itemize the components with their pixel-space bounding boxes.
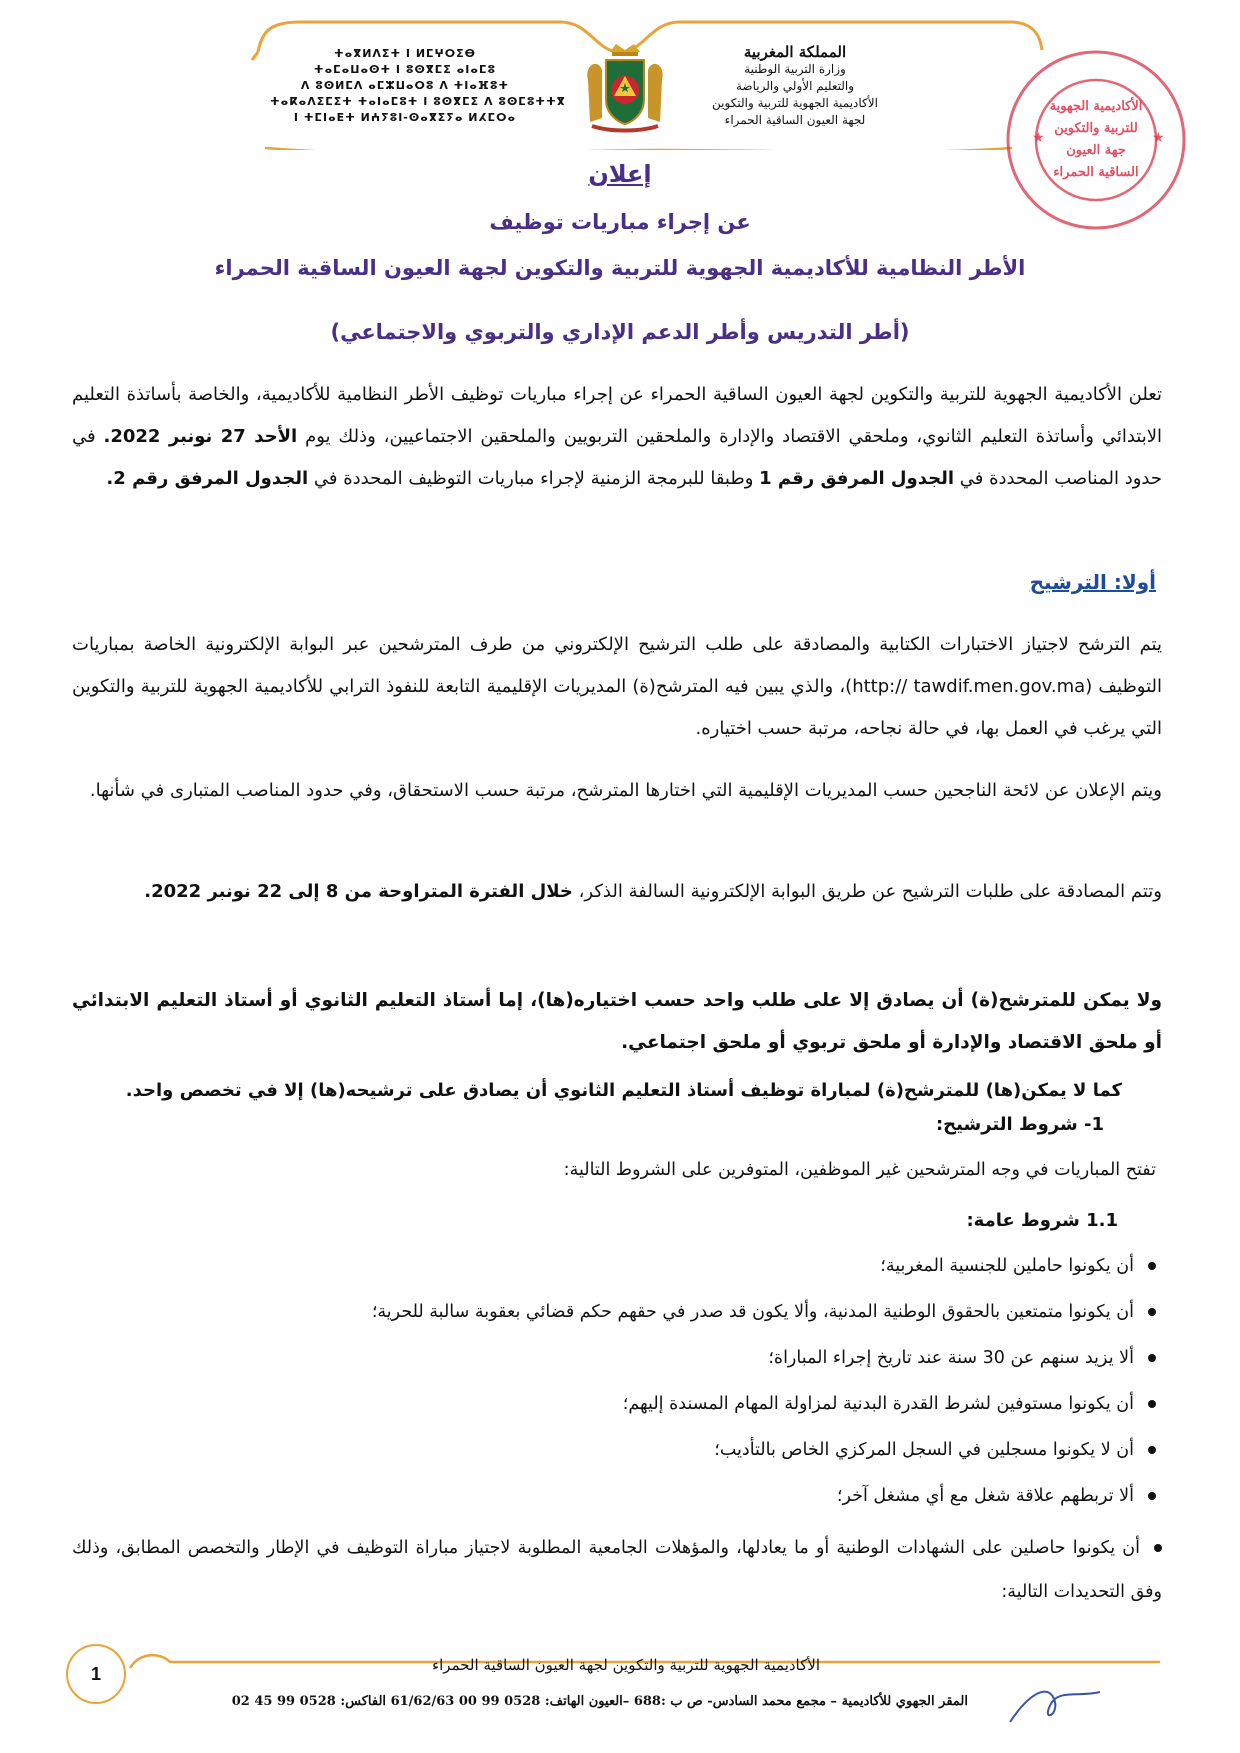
table-ref-1: الجدول المرفق رقم 1	[759, 468, 955, 489]
bullet-icon	[1148, 1262, 1156, 1270]
candidacy-paragraph-1: يتم الترشح لاجتياز الاختبارات الكتابية والمصادقة على طلب الترشيح الإلكتروني من طرف المترشحين عبر البوابة الإلكترونية الخاصة بمباريات التوظيف (http:// tawdif.men.gov.ma)، والذي يبين فيه المترشح(ة) المديريات الإقليمية التابعة للنفوذ الترابي للأكاديمية الجهوية للتربية والتكوين التي يرغب في العمل بها، في حالة نجاحه، مرتبة حسب اختياره.	[72, 634, 1162, 739]
single-specialty-rule: كما لا يمكن(ها) للمترشح(ة) لمباراة توظيف أستاذ التعليم الثانوي أن يصادق على ترشيحه(ها) إلا في تخصص واحد.	[125, 1080, 1122, 1101]
arabic-header-line: المملكة المغربية	[743, 43, 847, 61]
condition-text: ألا تربطهم علاقة شغل مع أي مشغل آخر؛	[836, 1486, 1134, 1506]
tifinagh-line: ⴷ ⵓⵙⵍⵎⴷ ⴰⵎⵣⵡⴰⵔⵓ ⴷ ⵜⵏⴰⴼⵓⵜ	[300, 79, 510, 92]
bullet-icon	[1148, 1308, 1156, 1316]
candidacy-paragraph-2: ويتم الإعلان عن لائحة الناجحين حسب المديريات الإقليمية التي اختارها المترشح، مرتبة حسب الاستحقاق، وفي حدود المناصب المتبارى في شأنها.	[89, 780, 1162, 801]
condition-item	[880, 1256, 1156, 1276]
page-number-badge	[66, 1644, 126, 1704]
condition-text: ألا يزيد سنهم عن 30 سنة عند تاريخ إجراء المباراة؛	[768, 1348, 1134, 1368]
conditions-heading: 1- شروط الترشيح:	[935, 1114, 1104, 1135]
single-application-rule: ولا يمكن للمترشح(ة) أن يصادق إلا على طلب واحد حسب اختياره(ها)، إما أستاذ التعليم الثانوي أو أستاذ التعليم الابتدائي أو ملحق الاقتصاد والإدارة أو ملحق تربوي أو ملحق اجتماعي.	[72, 990, 1162, 1053]
title-line-3: (أطر التدريس وأطر الدعم الإداري والتربوي والاجتماعي)	[330, 320, 910, 344]
condition-item	[714, 1440, 1156, 1460]
bullet-icon	[1148, 1400, 1156, 1408]
signature-icon	[1000, 1672, 1110, 1732]
intro-text: تعلن الأكاديمية الجهوية للتربية والتكوين لجهة العيون الساقية الحمراء عن إجراء مباريات توظيف الأطر النظامية للأكاديمية، والخاصة بأساتذة التعليم الابتدائي وأساتذة التعليم الثانوي، وملحقي الاقتصاد والإدارة والملحقين التربويين والملحقين الاجتماعيين، وذلك يوم	[72, 384, 1162, 447]
candidacy-period: خلال الفترة المتراوحة من 8 إلى 22 نونبر 2022.	[144, 881, 573, 902]
svg-text:★: ★	[1152, 130, 1165, 146]
arabic-header-line: والتعليم الأولي والرياضة	[735, 79, 855, 93]
condition-text: أن يكونوا حاملين للجنسية المغربية؛	[880, 1256, 1134, 1276]
tifinagh-line: ⵏ ⵜⵎⵏⴰⴹⵜ ⵍⵄⵢⵓⵏ-ⵙⴰⴳⵉⵢⴰ ⵍⵃⵎⵔⴰ	[293, 111, 517, 124]
tifinagh-line: ⵜⴰⵎⴰⵡⴰⵙⵜ ⵏ ⵓⵙⴳⵎⵉ ⴰⵏⴰⵎⵓ	[313, 63, 497, 76]
candidacy-text: وتتم المصادقة على طلبات الترشيح عن طريق البوابة الإلكترونية السالفة الذكر،	[578, 881, 1162, 902]
tifinagh-header	[270, 46, 566, 126]
page-number: 1	[90, 1664, 101, 1684]
condition-item	[837, 1486, 1156, 1506]
coat-of-arms-icon	[580, 40, 670, 135]
tifinagh-line: ⵜⴰⴳⵍⴷⵉⵜ ⵏ ⵍⵎⵖⵔⵉⴱ	[333, 47, 476, 60]
official-stamp	[1002, 46, 1190, 234]
bullet-icon	[1148, 1446, 1156, 1454]
arabic-header	[690, 44, 900, 129]
condition-text: أن يكونوا متمتعين بالحقوق الوطنية المدنية، وألا يكون قد صدر في حقهم حكم قضائي بعقوبة سالبة للحرية؛	[371, 1302, 1134, 1322]
arabic-header-line: وزارة التربية الوطنية	[744, 62, 846, 76]
bullet-icon	[1154, 1544, 1162, 1552]
footer-academy-name: الأكاديمية الجهوية للتربية والتكوين لجهة العيون الساقية الحمراء	[432, 1656, 820, 1674]
condition-item	[72, 1526, 1162, 1614]
stamp-text: الأكاديمية الجهوية للتربية والتكوين جهة العيون الساقية الحمراء	[1049, 99, 1143, 180]
intro-paragraph	[72, 374, 1162, 500]
condition-item	[372, 1302, 1156, 1322]
bullet-icon	[1148, 1492, 1156, 1500]
condition-text: أن يكونوا حاصلين على الشهادات الوطنية أو ما يعادلها، والمؤهلات الجامعية المطلوبة لاجتياز مباراة التوظيف في الإطار والتخصص المطابق، وذلك وفق التحديدات التالية:	[72, 1538, 1162, 1602]
condition-text: أن لا يكونوا مسجلين في السجل المركزي الخاص بالتأديب؛	[714, 1440, 1134, 1460]
conditions-intro: تفتح المباريات في وجه المترشحين غير الموظفين، المتوفرين على الشروط التالية:	[563, 1160, 1156, 1180]
condition-text: أن يكونوا مستوفين لشرط القدرة البدنية لمزاولة المهام المسندة إليهم؛	[622, 1394, 1134, 1414]
arabic-header-line: الأكاديمية الجهوية للتربية والتكوين	[712, 96, 878, 110]
title-line-1: عن إجراء مباريات توظيف	[489, 210, 751, 234]
condition-item	[768, 1348, 1156, 1368]
section-heading-candidacy: أولا: الترشيح	[1029, 570, 1156, 594]
table-ref-2: الجدول المرفق رقم 2.	[106, 468, 309, 489]
bullet-icon	[1148, 1354, 1156, 1362]
candidacy-paragraph-3	[72, 870, 1162, 914]
general-conditions-heading: 1.1 شروط عامة:	[966, 1210, 1118, 1231]
svg-text:★: ★	[1032, 130, 1045, 146]
exam-date: الأحد 27 نونبر 2022.	[103, 426, 298, 447]
intro-text: في حدود المناصب المحددة في	[72, 426, 1162, 489]
title-line-2: الأطر النظامية للأكاديمية الجهوية للتربية والتكوين لجهة العيون الساقية الحمراء	[214, 256, 1026, 280]
footer-contact: المقر الجهوي للأكاديمية – مجمع محمد السادس- ص ب :688 –العيون الهاتف: 0528 99 00 61/62/63 الفاكس: 0528 99 45 02	[231, 1694, 968, 1709]
intro-text: وطبقا للبرمجة الزمنية لإجراء مباريات التوظيف المحددة في	[313, 468, 754, 489]
tifinagh-line: ⵜⴰⴽⴰⴷⵉⵎⵉⵜ ⵜⴰⵏⴰⵎⵓⵜ ⵏ ⵓⵙⴳⵎⵉ ⴷ ⵓⵙⵎⵓⵜⵜⴳ	[270, 95, 566, 108]
arabic-header-line: لجهة العيون الساقية الحمراء	[724, 113, 866, 127]
announcement-title: إعلان	[588, 160, 652, 188]
condition-item	[623, 1394, 1156, 1414]
